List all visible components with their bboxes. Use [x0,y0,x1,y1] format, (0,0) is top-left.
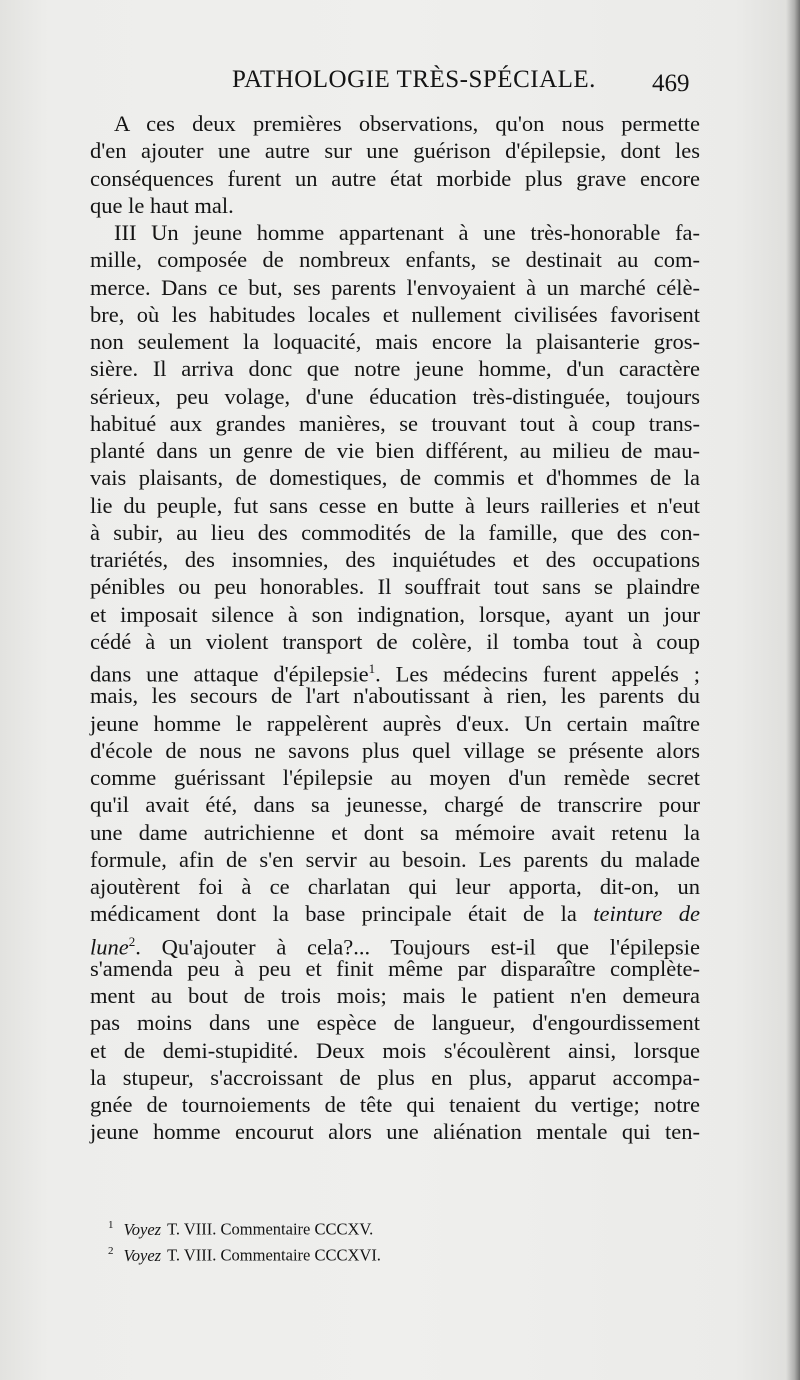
text-line: bre, où les habitudes locales et nullement civilisées favorisent [90,301,700,327]
footnote-mark: 2 [108,1245,114,1257]
text-line: non seulement la loquacité, mais encore la plaisanterie gros- [90,329,700,354]
text-fragment: dans une attaque d'épilepsie [90,661,369,687]
text-line: lie du peuple, fut sans cesse en butte à leurs railleries et n'eut [90,492,700,518]
text-line: sière. Il arriva donc que notre jeune homme, d'un caractère [90,356,700,382]
text-line: que le haut mal. [90,192,234,218]
footnote-voyez: Voyez [123,1219,162,1239]
body-text [90,110,700,1146]
text-line: A ces deux premières observations, qu'on nous permette [114,111,700,136]
text-line: à subir, au lieu des commodités de la famille, que des con- [90,519,700,545]
footnote [108,1212,668,1238]
text-line: une dame autrichienne et dont sa mémoire avait retenu la [90,819,700,845]
text-line: et de demi-stupidité. Deux mois s'écoulèrent ainsi, lorsque [90,1037,700,1063]
text-line [90,655,700,687]
footnote-ref[interactable]: 1 [368,661,376,676]
page-edge-shadow [786,0,800,1380]
text-line: qu'il avait été, dans sa jeunesse, chargé de transcrire pour [90,792,700,818]
text-line: mille, composée de nombreux enfants, se destinait au com- [90,247,700,273]
footnotes [108,1212,668,1264]
text-line: jeune homme encourut alors une aliénation mentale qui ten- [90,1119,700,1145]
text-line: trariétés, des insomnies, des inquiétudes et des occupations [90,547,700,572]
text-line: d'en ajouter une autre sur une guérison d'épilepsie, dont les [90,138,700,164]
text-line: habitué aux grandes manières, se trouvant tout à coup trans- [90,410,700,436]
text-line: cédé à un violent transport de colère, il tomba tout à coup [90,628,700,654]
text-line: jeune homme le rappelèrent auprès d'eux. Un certain maître [90,710,700,736]
text-line: sérieux, peu volage, d'une éducation très-distinguée, toujours [90,383,700,409]
text-line: planté dans un genre de vie bien différent, au milieu de mau- [90,438,700,463]
text-fragment: . Qu'ajouter à cela?... Toujours est-il que l'épilepsie [135,934,700,959]
text-line: gnée de tournoiements de tête qui tenaient du vertige; notre [90,1092,700,1117]
running-title: PATHOLOGIE TRÈS-SPÉCIALE. [232,66,596,93]
text-line: et imposait silence à son indignation, lorsque, ayant un jour [90,601,700,627]
text-fragment: . Les médecins furent appelés ; [375,661,700,687]
text-line: III Un jeune homme appartenant à une très-honorable fa- [114,220,700,245]
text-line: vais plaisants, de domestiques, de commis et d'hommes de la [90,465,700,491]
footnote-ref[interactable]: 2 [128,933,136,949]
text-line: formule, afin de s'en servir au besoin. Les parents du malade [90,846,700,872]
text-line: comme guérissant l'épilepsie au moyen d'un remède secret [90,765,700,790]
text-line: pas moins dans une espèce de langueur, d'engourdissement [90,1010,700,1036]
text-line: ajoutèrent foi à ce charlatan qui leur apporta, dit-on, un [90,874,700,899]
footnote-text: T. VIII. Commentaire CCCXVI. [167,1245,381,1265]
text-line: conséquences furent un autre état morbide plus grave encore [90,165,700,191]
footnote-mark: 1 [108,1219,114,1231]
text-line: d'école de nous ne savons plus quel village se présente alors [90,737,700,763]
footnote-text: T. VIII. Commentaire CCCXV. [167,1219,374,1239]
text-line: merce. Dans ce but, ses parents l'envoyaient à un marché célè- [90,274,700,300]
text-line [90,928,700,959]
text-line [90,900,700,927]
text-line: pénibles ou peu honorables. Il souffrait tout sans se plaindre [90,574,700,600]
footnote-voyez: Voyez [123,1245,162,1265]
footnote [108,1238,668,1264]
text-line: mais, les secours de l'art n'aboutissant à rien, les parents du [90,683,700,709]
text-line: s'amenda peu à peu et finit même par disparaître complète- [90,955,700,981]
italic-phrase: lune [90,934,129,959]
italic-phrase: teinture de [593,901,701,927]
text-fragment: médicament dont la base principale était de la [90,901,577,927]
text-line: la stupeur, s'accroissant de plus en plus, apparut accompa- [90,1064,700,1090]
text-line: ment au bout de trois mois; mais le patient n'en demeura [90,983,700,1008]
page-header [0,66,800,102]
page-number: 469 [652,70,690,97]
